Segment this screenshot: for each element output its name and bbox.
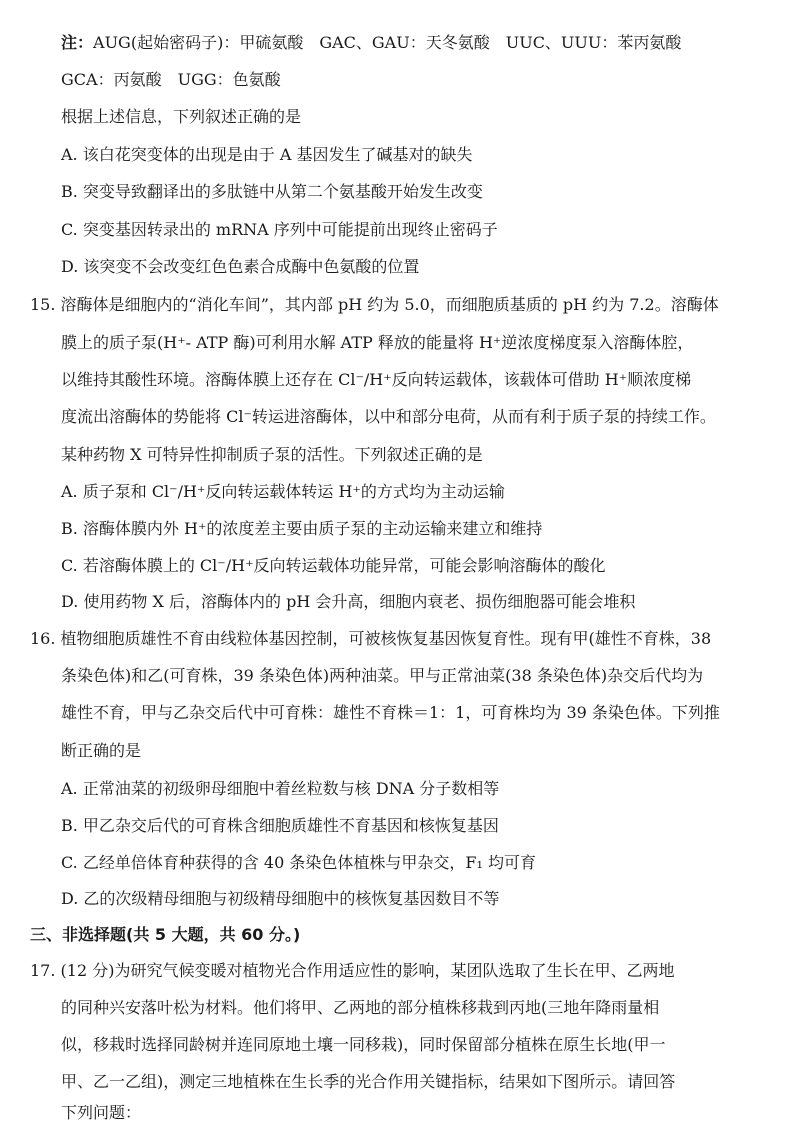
q16-option-a: A. 正常油菜的初级卵母细胞中着丝粒数与核 DNA 分子数相等 [61,779,500,798]
q14-stem-end: 根据上述信息，下列叙述正确的是 [61,107,302,126]
note-label: 注： [61,33,94,52]
q16-stem-line: 雄性不育，甲与乙杂交后代中可育株：雄性不育株＝1：1，可育株均为 39 条染色体。下列推 [61,703,720,722]
q16-stem-line: 条染色体)和乙(可育株，39 条染色体)两种油菜。甲与正常油菜(38 条染色体)杂交后代均为 [61,666,704,685]
q14-option-a: A. 该白花突变体的出现是由于 A 基因发生了碱基对的缺失 [61,145,473,164]
q16-option-d: D. 乙的次级精母细胞与初级精母细胞中的核恢复基因数目不等 [61,889,500,908]
codon-note-line-1 [61,30,681,56]
q15-option-c: C. 若溶酶体膜上的 Cl⁻/H⁺反向转运载体功能异常，可能会影响溶酶体的酸化 [61,556,606,575]
q16-option-b: B. 甲乙杂交后代的可育株含细胞质雄性不育基因和核恢复基因 [61,816,499,835]
codon-note-line-2: GCA：丙氨酸 UGG：色氨酸 [61,70,281,89]
q17-stem-line: 下列问题： [61,1103,142,1122]
section-3-title: 三、非选择题(共 5 大题，共 60 分。) [30,925,301,944]
q15-stem-line: 15. 溶酶体是细胞内的“消化车间”，其内部 pH 约为 5.0，而细胞质基质的 pH 约为 7.2。溶酶体 [30,295,719,314]
q15-stem-line: 某种药物 X 可特异性抑制质子泵的活性。下列叙述正确的是 [61,445,483,464]
q15-stem-line: 以维持其酸性环境。溶酶体膜上还存在 Cl⁻/H⁺反向转运载体，该载体可借助 H⁺顺浓度梯 [61,370,692,389]
q15-option-d: D. 使用药物 X 后，溶酶体内的 pH 会升高，细胞内衰老、损伤细胞器可能会堆积 [61,592,636,611]
q16-stem-line: 断正确的是 [61,741,142,760]
q15-option-a: A. 质子泵和 Cl⁻/H⁺反向转运载体转运 H⁺的方式均为主动运输 [61,482,505,501]
q17-stem-line: 甲、乙一乙组)，测定三地植株在生长季的光合作用关键指标，结果如下图所示。请回答 [61,1072,676,1091]
q17-stem-line: 似，移栽时选择同龄树并连同原地土壤一同移栽)，同时保留部分植株在原生长地(甲一 [61,1035,666,1054]
q14-option-c: C. 突变基因转录出的 mRNA 序列中可能提前出现终止密码子 [61,220,498,239]
note-text-1: AUG(起始密码子)：甲硫氨酸 GAC、GAU：天冬氨酸 UUC、UUU：苯丙氨酸 [93,33,682,52]
q16-stem-line: 16. 植物细胞质雄性不育由线粒体基因控制，可被核恢复基因恢复育性。现有甲(雄性不育株，38 [30,629,712,648]
q17-stem-line: 的同种兴安落叶松为材料。他们将甲、乙两地的部分植株移栽到丙地(三地年降雨量相 [61,998,660,1017]
q15-option-b: B. 溶酶体膜内外 H⁺的浓度差主要由质子泵的主动运输来建立和维持 [61,519,543,538]
q14-option-b: B. 突变导致翻译出的多肽链中从第二个氨基酸开始发生改变 [61,182,483,201]
q17-stem-line: 17. (12 分)为研究气候变暖对植物光合作用适应性的影响，某团队选取了生长在甲、乙两地 [30,961,675,980]
q14-option-d: D. 该突变不会改变红色色素合成酶中色氨酸的位置 [61,257,420,276]
q15-stem-line: 膜上的质子泵(H⁺- ATP 酶)可利用水解 ATP 释放的能量将 H⁺逆浓度梯度泵入溶酶体腔， [61,333,694,352]
q16-option-c: C. 乙经单倍体育种获得的含 40 条染色体植株与甲杂交，F₁ 均可育 [61,853,536,872]
q15-stem-line: 度流出溶酶体的势能将 Cl⁻转运进溶酶体，以中和部分电荷，从而有利于质子泵的持续工作。 [61,407,716,426]
